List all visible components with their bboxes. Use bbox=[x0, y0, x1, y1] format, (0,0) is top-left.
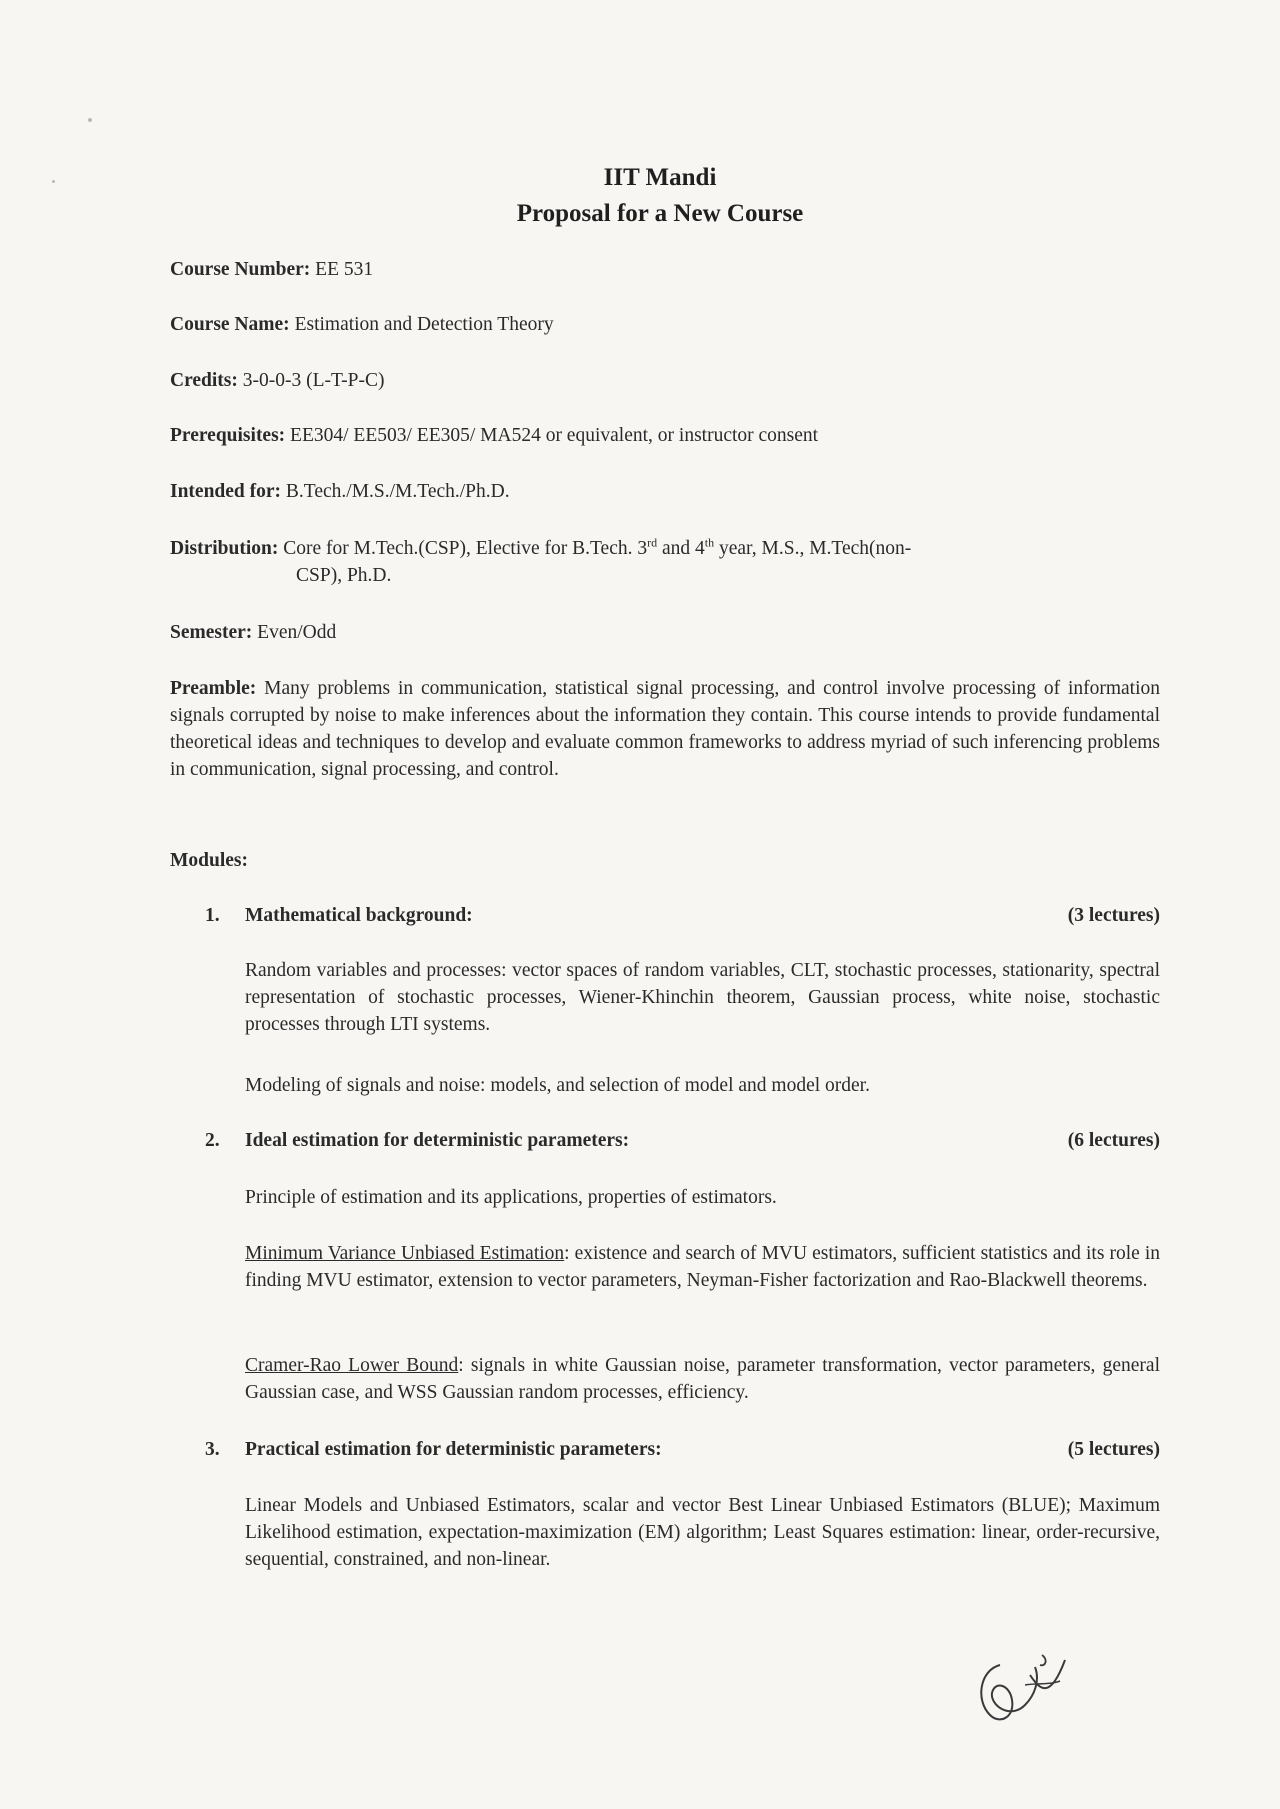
module-heading bbox=[205, 1127, 1160, 1154]
module-heading bbox=[205, 1436, 1160, 1463]
module-lectures: (6 lectures) bbox=[1067, 1130, 1160, 1151]
module-paragraph bbox=[245, 1240, 1160, 1294]
module-lectures: (5 lectures) bbox=[1067, 1439, 1160, 1460]
field-value: Core for M.Tech.(CSP), Elective for B.Tech. 3 bbox=[283, 538, 648, 559]
module-paragraph: Modeling of signals and noise: models, and selection of model and model order. bbox=[245, 1075, 870, 1096]
field-value: EE304/ EE503/ EE305/ MA524 or equivalent, or instructor consent bbox=[290, 425, 819, 446]
semester-field bbox=[170, 619, 1160, 646]
module-heading bbox=[205, 902, 1160, 929]
scan-speck bbox=[88, 118, 92, 122]
institute-name: IIT Mandi bbox=[603, 164, 717, 191]
field-value: and 4 bbox=[657, 538, 705, 559]
paragraph-text: : existence and search of MVU estimators, sufficient statistics and its role in finding MVU estimator, extension to vector parameters, Neyman-Fisher factorization and Rao-Blackwell theorems. bbox=[245, 1243, 1160, 1291]
credits-field bbox=[170, 367, 1160, 394]
module-paragraph: Principle of estimation and its applications, properties of estimators. bbox=[245, 1187, 777, 1208]
modules-heading bbox=[170, 847, 1160, 874]
field-label: Course Number: bbox=[170, 259, 311, 280]
field-label: Intended for: bbox=[170, 481, 282, 502]
module-paragraph: Random variables and processes: vector spaces of random variables, CLT, stochastic processes, stationarity, spectral representation of stochastic processes, Wiener-Khinchin theorem, Gaussian process, white noise, stochastic processes through LTI systems. bbox=[245, 960, 1160, 1035]
prerequisites-field bbox=[170, 422, 1160, 449]
module-number: 2. bbox=[205, 1130, 220, 1151]
module-lectures: (3 lectures) bbox=[1067, 905, 1160, 926]
paragraph-text: : signals in white Gaussian noise, parameter transformation, vector parameters, general Gaussian case, and WSS Gaussian random processes, efficiency. bbox=[245, 1355, 1160, 1403]
field-label: Preamble: bbox=[170, 678, 257, 699]
superscript: th bbox=[704, 535, 715, 550]
document-header bbox=[0, 160, 1280, 232]
distribution-field bbox=[170, 535, 1160, 589]
underlined-term: Minimum Variance Unbiased Estimation bbox=[245, 1243, 565, 1264]
course-name-field bbox=[170, 311, 1160, 338]
field-label: Semester: bbox=[170, 622, 253, 643]
field-label: Course Name: bbox=[170, 314, 290, 335]
superscript: rd bbox=[647, 535, 658, 550]
field-label: Prerequisites: bbox=[170, 425, 286, 446]
modules-label: Modules: bbox=[170, 850, 248, 871]
document-title: Proposal for a New Course bbox=[516, 200, 804, 227]
module-paragraph: Linear Models and Unbiased Estimators, scalar and vector Best Linear Unbiased Estimators (BLUE); Maximum Likelihood estimation, expectation-maximization (EM) algorithm; Least Squares estimation: linear, order-recursive, sequential, constrained, and non-linear. bbox=[245, 1495, 1160, 1570]
field-value: B.Tech./M.S./M.Tech./Ph.D. bbox=[285, 481, 510, 502]
field-value: EE 531 bbox=[315, 259, 374, 280]
module-title: Mathematical background: bbox=[245, 905, 473, 926]
module-number: 1. bbox=[205, 905, 220, 926]
course-number-field bbox=[170, 256, 1160, 283]
field-value: 3-0-0-3 (L-T-P-C) bbox=[242, 370, 385, 391]
module-paragraph bbox=[245, 1352, 1160, 1406]
preamble-field bbox=[170, 675, 1160, 783]
handwritten-signature-icon bbox=[970, 1645, 1080, 1735]
field-value-continuation: CSP), Ph.D. bbox=[296, 565, 392, 586]
module-title: Practical estimation for deterministic parameters: bbox=[245, 1439, 662, 1460]
intended-for-field bbox=[170, 478, 1160, 505]
field-value: Even/Odd bbox=[257, 622, 337, 643]
underlined-term: Cramer-Rao Lower Bound bbox=[245, 1355, 459, 1376]
module-number: 3. bbox=[205, 1439, 220, 1460]
field-label: Distribution: bbox=[170, 538, 279, 559]
field-label: Credits: bbox=[170, 370, 238, 391]
field-value: year, M.S., M.Tech(non- bbox=[714, 538, 912, 559]
module-title: Ideal estimation for deterministic parameters: bbox=[245, 1130, 630, 1151]
field-value: Estimation and Detection Theory bbox=[294, 314, 554, 335]
preamble-text: Many problems in communication, statistical signal processing, and control involve processing of information signals corrupted by noise to make inferences about the information they contain. This course intends to provide fundamental theoretical ideas and techniques to develop and evaluate common frameworks to address myriad of such inferencing problems in communication, signal processing, and control. bbox=[170, 678, 1161, 780]
